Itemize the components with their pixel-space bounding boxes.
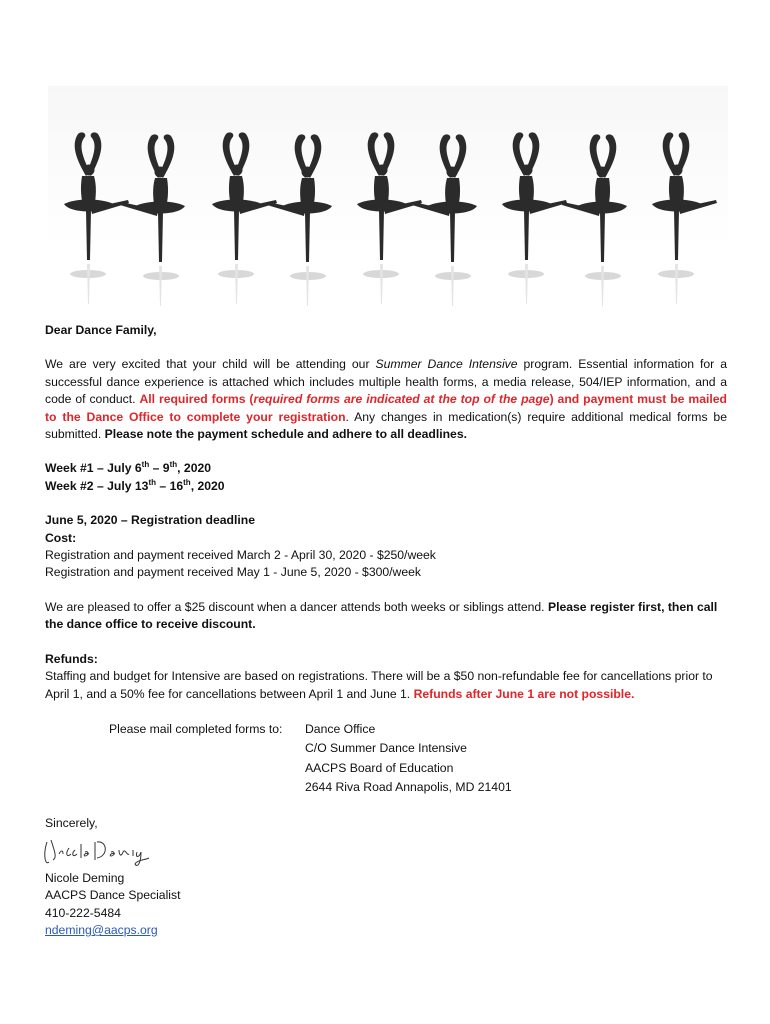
signer-phone: 410-222-5484 — [45, 905, 121, 920]
intro-text-2: program. Essential information for a successful dance experience is attached which includes multiple health forms, a media release, 504/IEP information, and a code of conduct. — [45, 357, 727, 407]
address-line: Dance Office — [305, 721, 376, 736]
week-1: Week #1 – July 6th – 9th, 2020 — [45, 460, 212, 476]
intro-paragraph — [45, 356, 727, 443]
closing: Sincerely, — [45, 815, 98, 830]
intro-text-3: . Any changes in medication(s) require additional medical forms be submitted. — [45, 409, 727, 442]
cost-line: Registration and payment received May 1 - June 5, 2020 - $300/week — [45, 565, 421, 580]
required-forms-notice-italic: required forms are indicated at the top of the page — [253, 392, 550, 407]
cost-label: Cost: — [45, 530, 77, 545]
refunds-label: Refunds: — [45, 651, 98, 666]
discount-paragraph: We are pleased to offer a $25 discount when a dancer attends both weeks or siblings attend. Please register first, then call the dance office to receive discount. — [45, 599, 718, 632]
signer-name: Nicole Deming — [45, 870, 125, 885]
letter-body — [45, 322, 727, 940]
required-forms-notice-1: All required forms ( — [139, 392, 254, 407]
refunds-paragraph: Staffing and budget for Intensive are based on registrations. There will be a $50 non-refundable fee for cancellations prior to April 1, and a 50% fee for cancellations between April 1 and June 1. Refunds after June 1 are not possible. — [45, 669, 713, 701]
mailing-address-block — [109, 720, 727, 798]
signer-email-link[interactable]: ndeming@aacps.org — [45, 923, 158, 938]
mailing-address — [305, 720, 512, 798]
greeting: Dear Dance Family, — [45, 323, 157, 337]
address-line: C/O Summer Dance Intensive — [305, 741, 467, 756]
mailing-label: Please mail completed forms to: — [109, 721, 283, 736]
signer-title: AACPS Dance Specialist — [45, 888, 181, 903]
address-line: 2644 Riva Road Annapolis, MD 21401 — [305, 780, 512, 795]
required-forms-notice-2: ) and payment must be mailed to the Dance Office to complete your registration — [45, 392, 727, 424]
signature-image — [41, 832, 727, 870]
discount-instruction: Please register first, then call the dance office to receive discount. — [45, 599, 718, 632]
ballerina-silhouettes-image — [48, 86, 728, 318]
registration-deadline: June 5, 2020 – Registration deadline — [45, 513, 255, 528]
program-name: Summer Dance Intensive — [375, 357, 518, 372]
refunds-warning: Refunds after June 1 are not possible. — [413, 686, 635, 701]
deadline-notice: Please note the payment schedule and adhere to all deadlines. — [104, 427, 467, 442]
dancers-banner — [48, 86, 728, 318]
week-2: Week #2 – July 13th – 16th, 2020 — [45, 477, 225, 493]
address-line: AACPS Board of Education — [305, 760, 454, 775]
cost-line: Registration and payment received March 2 - April 30, 2020 - $250/week — [45, 548, 436, 563]
intro-text-1: We are very excited that your child will be attending our — [45, 357, 376, 372]
